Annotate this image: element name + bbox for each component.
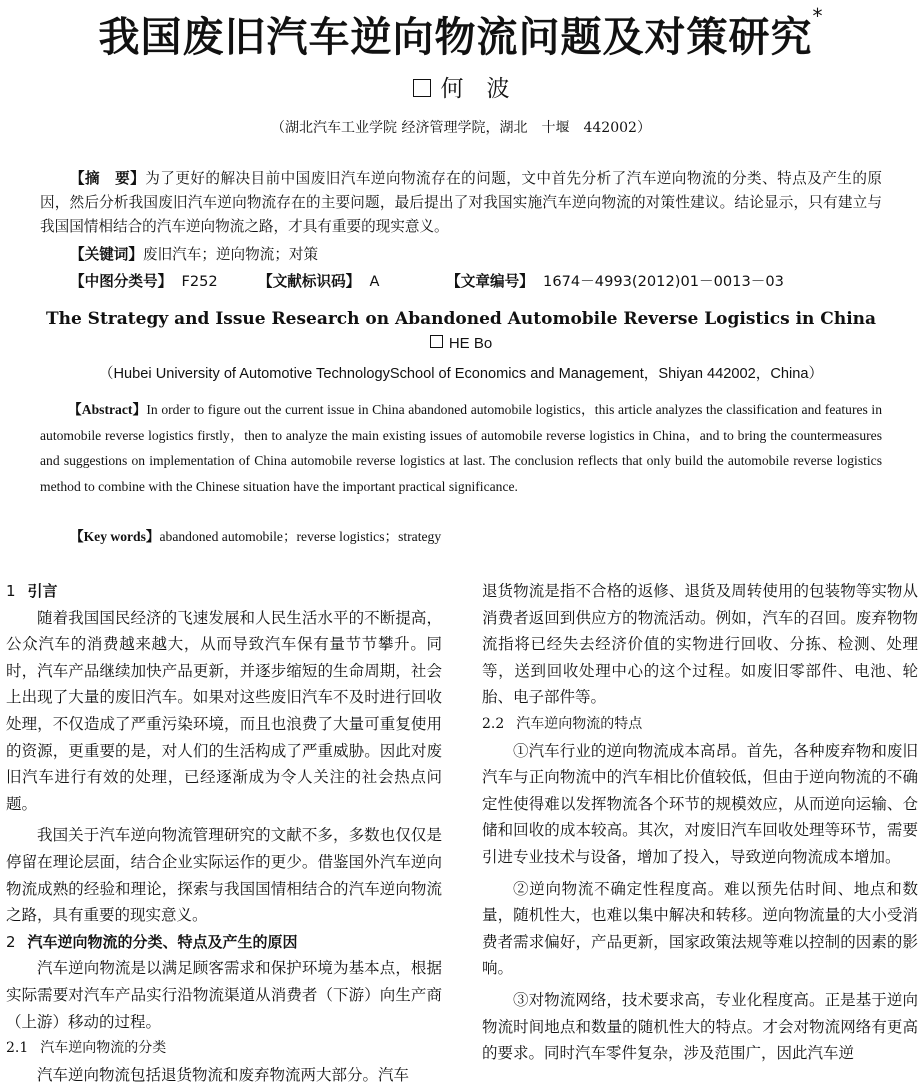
body-paragraph: ②逆向物流不确定性程度高。难以预先估时间、地点和数量，随机性大，也难以集中解决和转移。逆向物流量的大小受消费者需求偏好，产品更新，国家政策法规等难以控制的因素的影响。 [482,879,918,978]
keywords-en-text: abandoned automobile；reverse logistics；strategy [159,529,442,544]
title-footnote-mark: * [812,4,824,28]
abstract-cn [40,167,882,239]
body-paragraph: ③对物流网络，技术要求高，专业化程度高。正是基于逆向物流时间地点和数量的随机性大的特点。才会对物流网络有更高的要求。同时汽车零件复杂，涉及范围广，因此汽车逆 [482,990,918,1063]
author-line [0,70,922,103]
paper-title [0,4,922,63]
abstract-cn-text: 为了更好的解决目前中国废旧汽车逆向物流存在的问题，文中首先分析了汽车逆向物流的分类、特点及产生的原因，然后分析我国废旧汽车逆向物流存在的主要问题，最后提出了对我国实施汽车逆向物流的对策性建议。结论显示，只有建立与我国国情相结合的汽车逆向物流之路，才具有重要的现实意义。 [40,170,882,235]
abstract-en-label: 【Abstract】 [68,402,147,417]
section-2-2-title: 汽车逆向物流的特点 [516,715,643,732]
section-2-1-number: 2.1 [6,1040,29,1057]
section-2-number: 2 [6,932,16,951]
english-affiliation: （Hubei University of Automotive TechnologySchool of Economics and Management，Shiyan 442002，China） [98,366,824,382]
section-2-2-number: 2.2 [482,715,505,732]
body-paragraph: 我国关于汽车逆向物流管理研究的文献不多，多数也仅仅是停留在理论层面，结合企业实际运作的更少。借鉴国外汽车逆向物流成熟的经验和理论，探索与我国国情相结合的汽车逆向物流之路，具有重要的现实意义。 [6,826,442,925]
clc-label: 【中图分类号】 [70,273,173,290]
keywords-en [70,525,441,545]
keywords-en-label: 【Key words】 [70,529,160,544]
english-author-box-icon [430,335,443,348]
body-paragraph: 随着我国国民经济的飞速发展和人民生活水平的不断提高，公众汽车的消费越来越大，从而导致汽车保有量节节攀升。同时，汽车产品继续加快产品更新，并逐步缩短的生命周期，社会上出现了大量的废旧汽车。如果对这些废旧汽车不及时进行回收处理，不仅造成了严重污染环境，而且也浪费了大量可重复使用的资源，更重要的是，对人们的生活构成了严重威胁。因此对废旧汽车进行有效的处理，已经逐渐成为令人关注的社会热点问题。 [6,608,442,813]
title-text: 我国废旧汽车逆向物流问题及对策研究 [98,13,813,61]
body-paragraph: 汽车逆向物流包括退货物流和废弃物流两大部分。汽车 [37,1065,410,1084]
section-2-1-title: 汽车逆向物流的分类 [40,1040,167,1057]
section-2-heading [6,929,442,956]
clc-value: F252 [181,273,218,290]
section-1-heading [6,578,442,605]
section-2-2-heading [482,711,918,738]
affiliation: （湖北汽车工业学院 经济管理学院，湖北 十堰 442002） [271,120,651,136]
author-name: 何 波 [440,76,510,102]
abstract-cn-label: 【摘 要】 [70,170,146,187]
classification-line [70,270,784,291]
section-2-title: 汽车逆向物流的分类、特点及产生的原因 [27,932,298,951]
english-title: The Strategy and Issue Research on Abandoned Automobile Reverse Logistics in China [45,309,877,329]
body-paragraph: 汽车逆向物流是以满足顾客需求和保护环境为基本点，根据实际需要对汽车产品实行沿物流渠道从消费者（下游）向生产商（上游）移动的过程。 [6,959,442,1031]
english-author: HE Bo [448,335,493,352]
body-paragraph: 退货物流是指不合格的返修、退货及周转使用的包装物等实物从消费者返回到供应方的物流活动。例如，汽车的召回。废弃物物流指将已经失去经济价值的实物进行回收、分拣、检测、处理等，送到回收处理中心的这个过程。如废旧零部件、电池、轮胎、电子部件等。 [482,582,918,707]
keywords-cn-label: 【关键词】 [70,246,143,263]
article-value: 1674－4993(2012)01－0013－03 [543,273,784,290]
body-right-column [482,578,918,1067]
doc-label: 【文献标识码】 [258,273,361,290]
keywords-cn [70,243,318,264]
author-box-icon [413,79,431,97]
section-1-number: 1 [6,582,16,600]
abstract-en-text: In order to figure out the current issue in China abandoned automobile logistics，this article analyzes the classification and features in automobile reverse logistics firstly，then to analyze the main existing issues of automobile reverse logistics in China，and to bring the countermeasures and suggestions on implementation of China automobile reverse logistics at last. The conclusion reflects that only build the automobile reverse logistics method to combine with the Chinese situation have the important practical significance. [40,402,882,494]
doc-value: A [369,273,380,290]
body-paragraph: ①汽车行业的逆向物流成本高昂。首先，各种废弃物和废旧汽车与正向物流中的汽车相比价值较低，但由于逆向物流的不确定性使得难以发挥物流各个环节的规模效应，从而逆向运输、仓储和回收的成本较高。其次，对废旧汽车回收处理等环节，需要引进专业技术与设备，增加了投入，导致逆向物流成本增加。 [482,741,918,866]
section-1-title: 引言 [27,582,58,600]
section-2-1-heading [6,1035,442,1062]
keywords-cn-text: 废旧汽车；逆向物流；对策 [142,246,319,263]
article-label: 【文章编号】 [446,273,534,290]
english-author-line [0,335,922,352]
body-left-column [6,578,442,1088]
abstract-en [40,397,882,499]
